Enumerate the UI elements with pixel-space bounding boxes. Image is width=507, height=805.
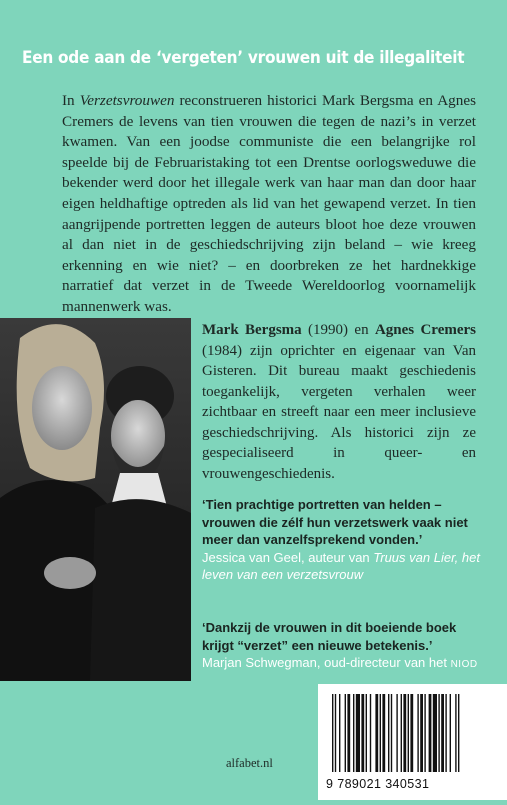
barcode-bar bbox=[408, 694, 409, 772]
barcode-bar bbox=[433, 694, 437, 772]
barcode-bar bbox=[380, 694, 381, 772]
intro-prefix: In bbox=[62, 92, 80, 109]
barcode-bar bbox=[356, 694, 360, 772]
barcode-bar bbox=[403, 694, 406, 772]
barcode-bar bbox=[335, 694, 336, 772]
intro-paragraph bbox=[62, 91, 476, 318]
barcode-bar bbox=[388, 694, 389, 772]
barcode-bar bbox=[353, 694, 354, 772]
author-bio bbox=[202, 320, 476, 484]
barcode-bar bbox=[455, 694, 456, 772]
barcode-bar bbox=[366, 694, 367, 772]
barcode-bar bbox=[339, 694, 340, 772]
barcode-bar bbox=[332, 694, 333, 772]
quote-2-text: ‘Dankzij de vrouwen in dit boeiende boek krijgt “verzet” een nieuwe betekenis.’ bbox=[202, 620, 457, 653]
barcode-bar bbox=[370, 694, 371, 772]
book-title: Verzetsvrouwen bbox=[79, 92, 175, 109]
author-photo bbox=[0, 318, 191, 681]
barcode-bar bbox=[450, 694, 451, 772]
barcode-bar bbox=[424, 694, 425, 772]
quote-1-author: Jessica van Geel, auteur van bbox=[202, 549, 374, 565]
barcode-bar bbox=[391, 694, 392, 772]
quote-2-author: Marjan Schwegman, oud-directeur van het bbox=[202, 655, 451, 670]
barcode-bar bbox=[361, 694, 364, 772]
author-photo-image bbox=[0, 318, 191, 681]
barcode-digits: 9 789021 340531 bbox=[326, 777, 430, 791]
publisher-website: alfabet.nl bbox=[226, 756, 273, 770]
quote-2-attribution bbox=[202, 654, 488, 674]
cover-heading: Een ode aan de ‘vergeten’ vrouwen uit de illegaliteit bbox=[22, 48, 465, 67]
quote-1-book-title: Truus van Lier, het leven van een verzetsvrouw bbox=[202, 549, 480, 582]
barcode-bar bbox=[441, 694, 444, 772]
author2-name: Agnes Cremers bbox=[374, 322, 476, 338]
barcode-bar bbox=[396, 694, 397, 772]
barcode-bar bbox=[420, 694, 423, 772]
barcode-bar bbox=[429, 694, 432, 772]
barcode-bar bbox=[375, 694, 378, 772]
barcode-bar bbox=[382, 694, 385, 772]
quote-2-org: NIOD bbox=[450, 659, 478, 670]
barcode-bar bbox=[401, 694, 402, 772]
quote-1-text: ‘Tien prachtige portretten van helden – vrouwen die zélf hun verzetswerk vaak niet meer dan vanzelfsprekend vonden.’ bbox=[202, 497, 468, 547]
quote-1 bbox=[202, 496, 488, 584]
barcode-bar bbox=[417, 694, 418, 772]
quote-1-attribution bbox=[202, 549, 488, 584]
barcode-bar bbox=[345, 694, 346, 772]
author1-name: Mark Bergsma bbox=[202, 322, 302, 338]
intro-body: reconstrueren historici Mark Bergsma en Agnes Cremers de levens van tien vrouwen die tegen de nazi’s in verzet kwamen. Van een joodse communiste die een belangrijke rol speelde bij de Februaristaking tot een Drentse oorlogsweduwe die bekender werd door het illegale werk van haar man dan door haar eigen heldhaftige optreden als lid van het gewapend verzet. In tien aangrijpende portretten leggen de auteurs bloot hoe deze vrouwen al dan niet in de geschiedschrijving zijn beland – wie kreeg erkenning en wie niet? – en doorbreken ze het hardnekkige narratief dat verzet in de Tweede Wereldoorlog voornamelijk mannenwerk was. bbox=[62, 92, 476, 315]
barcode-bar bbox=[445, 694, 446, 772]
barcode-bar bbox=[410, 694, 413, 772]
bio-text1: (1990) en bbox=[301, 322, 375, 338]
barcode-bar bbox=[458, 694, 459, 772]
barcode-bar bbox=[438, 694, 439, 772]
barcode-bar bbox=[347, 694, 350, 772]
bio-text2: (1984) zijn oprichter en eigenaar van Van Gisteren. Dit bureau maakt geschiedenis toegankelijk, vergeten verhalen weer zichtbaar en streeft naar een meer inclusieve geschiedschrijving. Als historici zijn ze gespecialiseerd in queer- en vrouwengeschiedenis. bbox=[202, 342, 476, 482]
quote-2 bbox=[202, 619, 488, 674]
